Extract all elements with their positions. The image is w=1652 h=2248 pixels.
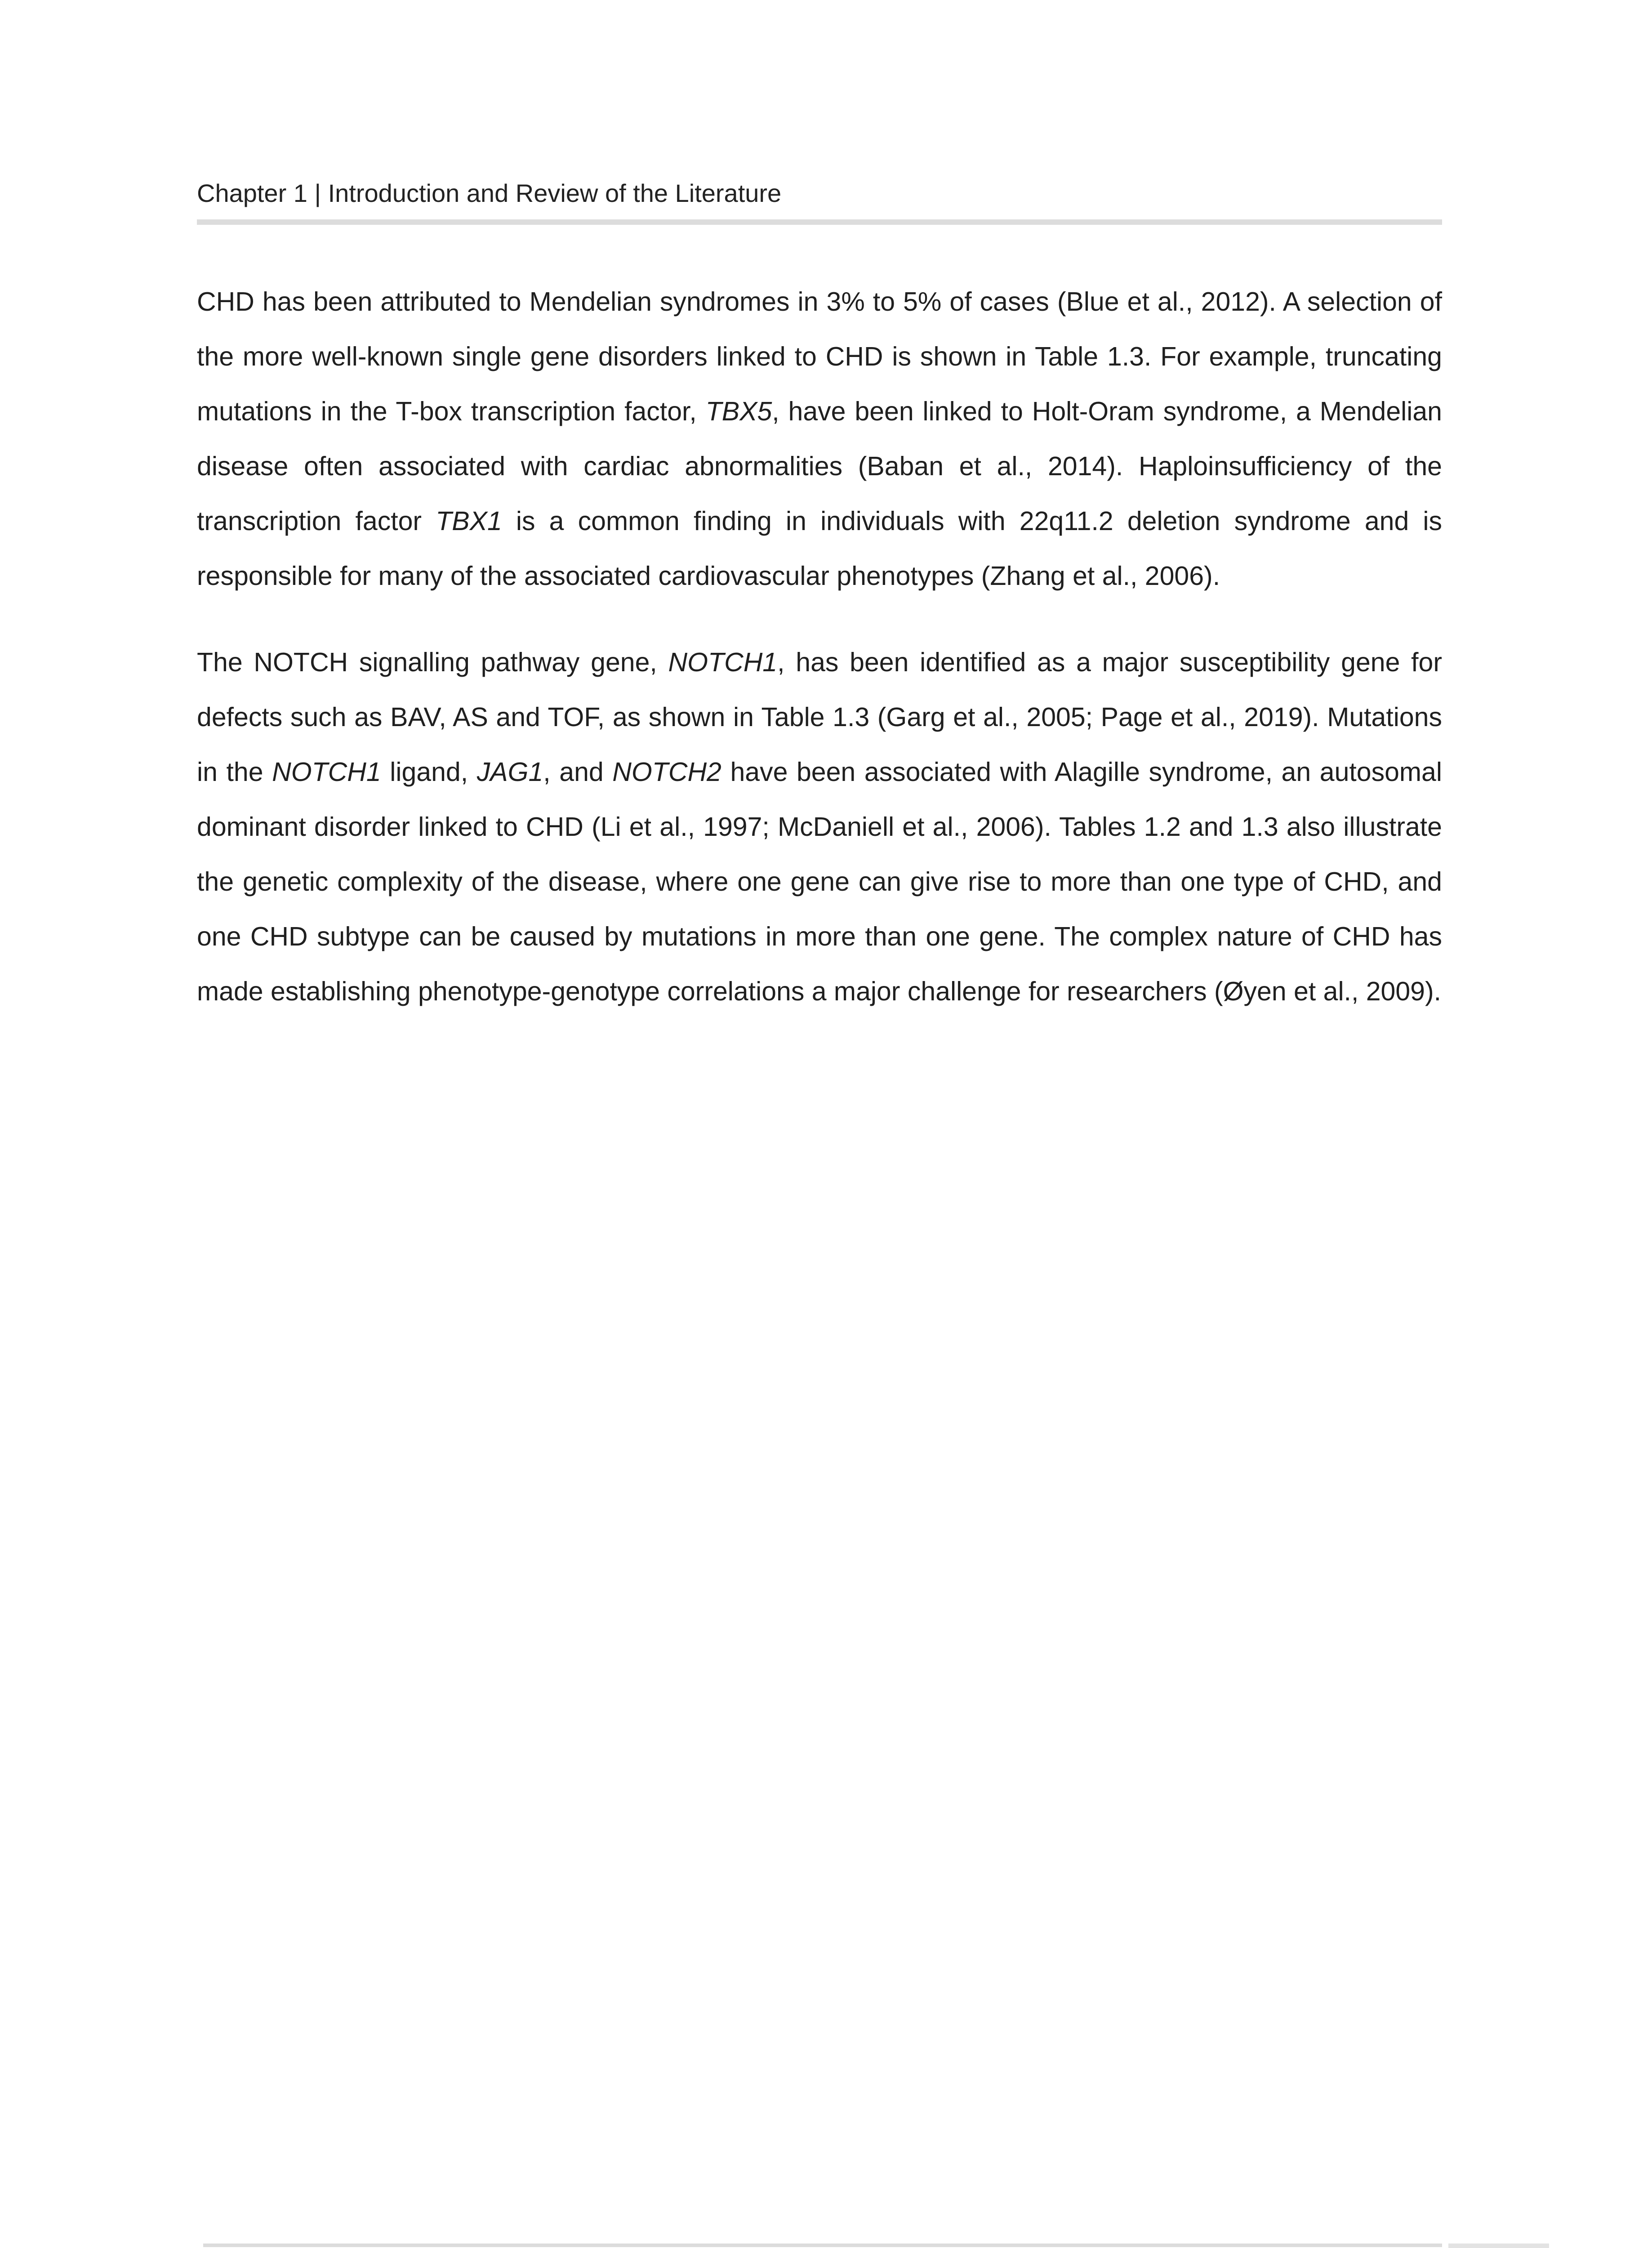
page-number [1448, 2244, 1549, 2248]
paragraph-2 [197, 635, 1442, 1019]
running-header: Chapter 1 | Introduction and Review of the Literature [197, 179, 782, 207]
gene-name-notch2: NOTCH2 [612, 757, 721, 787]
gene-name-tbx1: TBX1 [436, 506, 502, 536]
paragraph-1-text: CHD has been attributed to Mendelian syndromes in 3% to 5% of cases (Blue et al., 2012). A selection of the more well-known single gene disorders linked to CHD is shown in Table 1.3. For example, truncating mutations in the T-box transcription factor, [197, 287, 1442, 426]
footer-rule [203, 2244, 1442, 2247]
paragraph-2-text: , has been identified as a major susceptibility gene for defects such as BAV, AS and TOF, as shown in Table 1.3 (Garg et al., 2005; Page et al., 2019). Mutations in the [197, 647, 1442, 787]
paragraph-2-text: , and [543, 757, 613, 787]
gene-name-tbx5: TBX5 [705, 397, 772, 426]
body-text [197, 274, 1442, 1019]
gene-name-notch1: NOTCH1 [272, 757, 381, 787]
header-rule [197, 219, 1442, 225]
paragraph-2-text: have been associated with Alagille syndrome, an autosomal dominant disorder linked to CHD (Li et al., 1997; McDaniell et al., 2006). Tables 1.2 and 1.3 also illustrate the genetic complexity of the disease, where one gene can give rise to more than one type of CHD, and one CHD subtype can be caused by mutations in more than one gene. The complex nature of CHD has made establishing phenotype-genotype correlations a major challenge for researchers (Øyen et al., 2009). [197, 757, 1442, 1006]
gene-name-jag1: JAG1 [476, 757, 543, 787]
paragraph-1-text: is a common finding in individuals with 22q11.2 deletion syndrome and is responsible for many of the associated cardiovascular phenotypes (Zhang et al., 2006). [197, 506, 1443, 591]
paragraph-2-text: The NOTCH signalling pathway gene, [197, 647, 668, 677]
paragraph-2-text: ligand, [381, 757, 477, 787]
gene-name-notch1: NOTCH1 [668, 647, 778, 677]
paragraph-1 [197, 274, 1442, 603]
paragraph-1-text: , have been linked to Holt-Oram syndrome, a Mendelian disease often associated with cardiac abnormalities (Baban et al., 2014). Haploinsufficiency of the transcription factor [197, 397, 1442, 536]
